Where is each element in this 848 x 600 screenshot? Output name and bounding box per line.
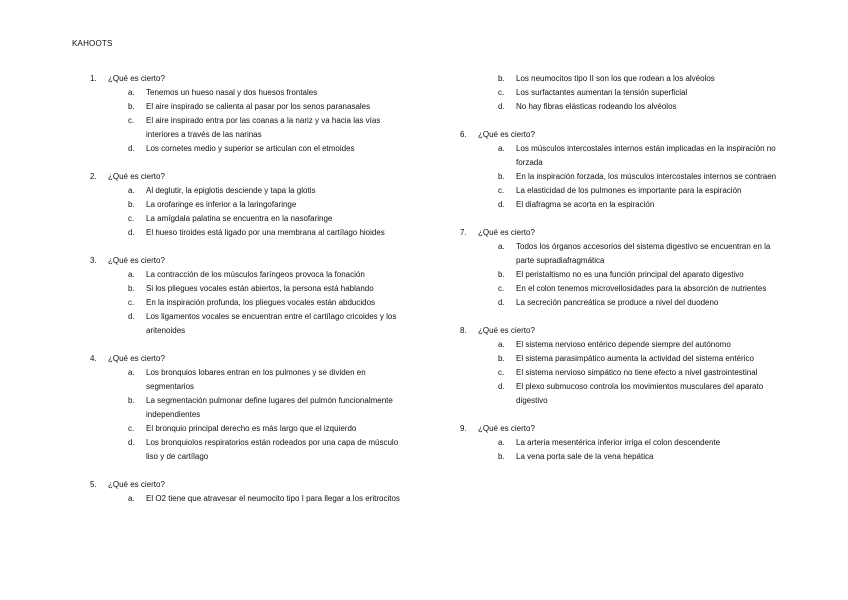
left-column (90, 72, 410, 520)
option-letter: c. (128, 424, 135, 433)
question-block (90, 352, 410, 464)
answer-option (460, 142, 790, 170)
option-text: Los ligamentos vocales se encuentran entre el cartílago cricoides y los aritenoides (146, 312, 397, 335)
option-text: El peristaltismo no es una función principal del aparato digestivo (516, 270, 744, 279)
question-heading (460, 128, 790, 142)
question-heading (90, 170, 410, 184)
answer-option (90, 226, 410, 240)
answer-option (90, 296, 410, 310)
question-heading (90, 72, 410, 86)
question-block (90, 254, 410, 338)
question-number: 4. (90, 354, 97, 363)
option-letter: d. (128, 144, 135, 153)
question-block (90, 72, 410, 156)
option-letter: a. (128, 270, 135, 279)
answer-option (460, 352, 790, 366)
answer-option (460, 268, 790, 282)
answer-option (460, 282, 790, 296)
option-letter: b. (128, 396, 135, 405)
answer-option (90, 114, 410, 142)
option-letter: d. (498, 382, 505, 391)
option-text: El bronquio principal derecho es más largo que el izquierdo (146, 424, 357, 433)
question-text: ¿Qué es cierto? (478, 228, 535, 237)
option-letter: c. (498, 284, 505, 293)
question-heading (90, 478, 410, 492)
option-text: El O2 tiene que atravesar el neumocito tipo I para llegar a los eritrocitos (146, 494, 400, 503)
option-letter: a. (128, 368, 135, 377)
option-text: La arteria mesentérica inferior irriga el colon descendente (516, 438, 721, 447)
option-letter: a. (498, 438, 505, 447)
option-list (90, 492, 410, 506)
option-letter: c. (128, 298, 135, 307)
option-letter: a. (498, 340, 505, 349)
option-text: Los bronquios lobares entran en los pulmones y se dividen en segmentarios (146, 368, 366, 391)
question-number: 5. (90, 480, 97, 489)
option-text: El sistema parasimpático aumenta la actividad del sistema entérico (516, 354, 754, 363)
answer-option (460, 450, 790, 464)
option-letter: c. (498, 368, 505, 377)
option-text: No hay fibras elásticas rodeando los alvéolos (516, 102, 677, 111)
question-text: ¿Qué es cierto? (108, 74, 165, 83)
question-heading (90, 254, 410, 268)
question-number: 9. (460, 424, 467, 433)
question-block (460, 128, 790, 212)
answer-option (460, 380, 790, 408)
answer-option (90, 184, 410, 198)
answer-option (460, 436, 790, 450)
answer-option (460, 184, 790, 198)
option-letter: a. (498, 144, 505, 153)
answer-option (460, 72, 790, 86)
option-letter: a. (128, 186, 135, 195)
option-list (460, 240, 790, 310)
option-letter: b. (498, 74, 505, 83)
answer-option (90, 100, 410, 114)
option-letter: b. (128, 284, 135, 293)
question-block (460, 324, 790, 408)
option-letter: b. (498, 452, 505, 461)
question-text: ¿Qué es cierto? (478, 130, 535, 139)
option-text: La segmentación pulmonar define lugares del pulmón funcionalmente independientes (146, 396, 393, 419)
option-text: Los neumocitos tipo II son los que rodean a los alvéolos (516, 74, 715, 83)
answer-option (90, 422, 410, 436)
option-list (90, 86, 410, 156)
answer-option (460, 86, 790, 100)
question-text: ¿Qué es cierto? (108, 480, 165, 489)
answer-option (90, 310, 410, 338)
option-text: La contracción de los músculos faríngeos provoca la fonación (146, 270, 365, 279)
option-letter: d. (128, 228, 135, 237)
question-block (90, 478, 410, 506)
question-text: ¿Qué es cierto? (478, 424, 535, 433)
answer-option (90, 492, 410, 506)
answer-option (460, 366, 790, 380)
question-number: 8. (460, 326, 467, 335)
option-text: El plexo submucoso controla los movimientos musculares del aparato digestivo (516, 382, 764, 405)
option-letter: a. (128, 494, 135, 503)
option-text: Los bronquiolos respiratorios están rodeados por una capa de músculo liso y de cartílago (146, 438, 399, 461)
option-text: El hueso tiroides está ligado por una membrana al cartílago hioides (146, 228, 385, 237)
option-text: La secreción pancreática se produce a nivel del duodeno (516, 298, 719, 307)
answer-option (90, 198, 410, 212)
question-block (90, 170, 410, 240)
option-text: El diafragma se acorta en la espiración (516, 200, 655, 209)
option-letter: d. (128, 312, 135, 321)
answer-option (460, 296, 790, 310)
answer-option (90, 212, 410, 226)
option-text: Los músculos intercostales internos están implicadas en la inspiración no forzada (516, 144, 776, 167)
option-list (460, 72, 790, 114)
option-text: La orofaringe es inferior a la laringofaringe (146, 200, 297, 209)
option-letter: a. (498, 242, 505, 251)
option-text: Si los pliegues vocales están abiertos, la persona está hablando (146, 284, 374, 293)
question-heading (90, 352, 410, 366)
answer-option (460, 198, 790, 212)
question-text: ¿Qué es cierto? (108, 354, 165, 363)
option-letter: c. (498, 186, 505, 195)
option-letter: b. (128, 200, 135, 209)
answer-option (90, 394, 410, 422)
option-list (90, 268, 410, 338)
question-number: 3. (90, 256, 97, 265)
answer-option (460, 170, 790, 184)
question-block (460, 422, 790, 464)
option-letter: d. (498, 298, 505, 307)
answer-option (460, 338, 790, 352)
option-text: El aire inspirado entra por las coanas a la nariz y va hacia las vías interiores a través de las narinas (146, 116, 381, 139)
question-text: ¿Qué es cierto? (478, 326, 535, 335)
option-text: La elasticidad de los pulmones es importante para la espiración (516, 186, 742, 195)
option-text: Los surfactantes aumentan la tensión superficial (516, 88, 688, 97)
answer-option (90, 436, 410, 464)
option-text: Todos los órganos accesorios del sistema digestivo se encuentran en la parte supradiafragmática (516, 242, 771, 265)
right-column (460, 72, 790, 478)
answer-option (460, 100, 790, 114)
option-text: Tenemos un hueso nasal y dos huesos frontales (146, 88, 318, 97)
option-letter: c. (128, 116, 135, 125)
question-heading (460, 324, 790, 338)
answer-option (90, 142, 410, 156)
option-list (460, 436, 790, 464)
answer-option (90, 366, 410, 394)
option-letter: d. (498, 200, 505, 209)
option-text: El aire inspirado se calienta al pasar por los senos paranasales (146, 102, 371, 111)
option-text: En la inspiración forzada, los músculos intercostales internos se contraen (516, 172, 777, 181)
answer-option (90, 268, 410, 282)
option-letter: a. (128, 88, 135, 97)
question-number: 7. (460, 228, 467, 237)
question-text: ¿Qué es cierto? (108, 256, 165, 265)
option-letter: c. (498, 88, 505, 97)
answer-option (460, 240, 790, 268)
option-list (90, 184, 410, 240)
option-text: En el colon tenemos microvellosidades para la absorción de nutrientes (516, 284, 767, 293)
question-block (460, 226, 790, 310)
option-text: El sistema nervioso simpático no tiene efecto a nivel gastrointestinal (516, 368, 758, 377)
question-number: 6. (460, 130, 467, 139)
question-heading (460, 422, 790, 436)
option-letter: b. (498, 354, 505, 363)
option-text: Los cornetes medio y superior se articulan con el etmoides (146, 144, 355, 153)
answer-option (90, 86, 410, 100)
option-list (460, 142, 790, 212)
option-list (90, 366, 410, 464)
option-letter: d. (498, 102, 505, 111)
option-letter: b. (128, 102, 135, 111)
question-5-continuation (460, 72, 790, 114)
option-letter: c. (128, 214, 135, 223)
question-text: ¿Qué es cierto? (108, 172, 165, 181)
question-number: 1. (90, 74, 97, 83)
option-text: El sistema nervioso entérico depende siempre del autónomo (516, 340, 731, 349)
question-number: 2. (90, 172, 97, 181)
option-letter: b. (498, 270, 505, 279)
option-letter: b. (498, 172, 505, 181)
document-title: KAHOOTS (72, 39, 113, 48)
option-text: La amígdala palatina se encuentra en la nasofaringe (146, 214, 333, 223)
question-heading (460, 226, 790, 240)
option-letter: d. (128, 438, 135, 447)
option-list (460, 338, 790, 408)
option-text: La vena porta sale de la vena hepática (516, 452, 654, 461)
answer-option (90, 282, 410, 296)
option-text: Al deglutir, la epiglotis desciende y tapa la glotis (146, 186, 316, 195)
option-text: En la inspiración profunda, los pliegues vocales están abducidos (146, 298, 376, 307)
